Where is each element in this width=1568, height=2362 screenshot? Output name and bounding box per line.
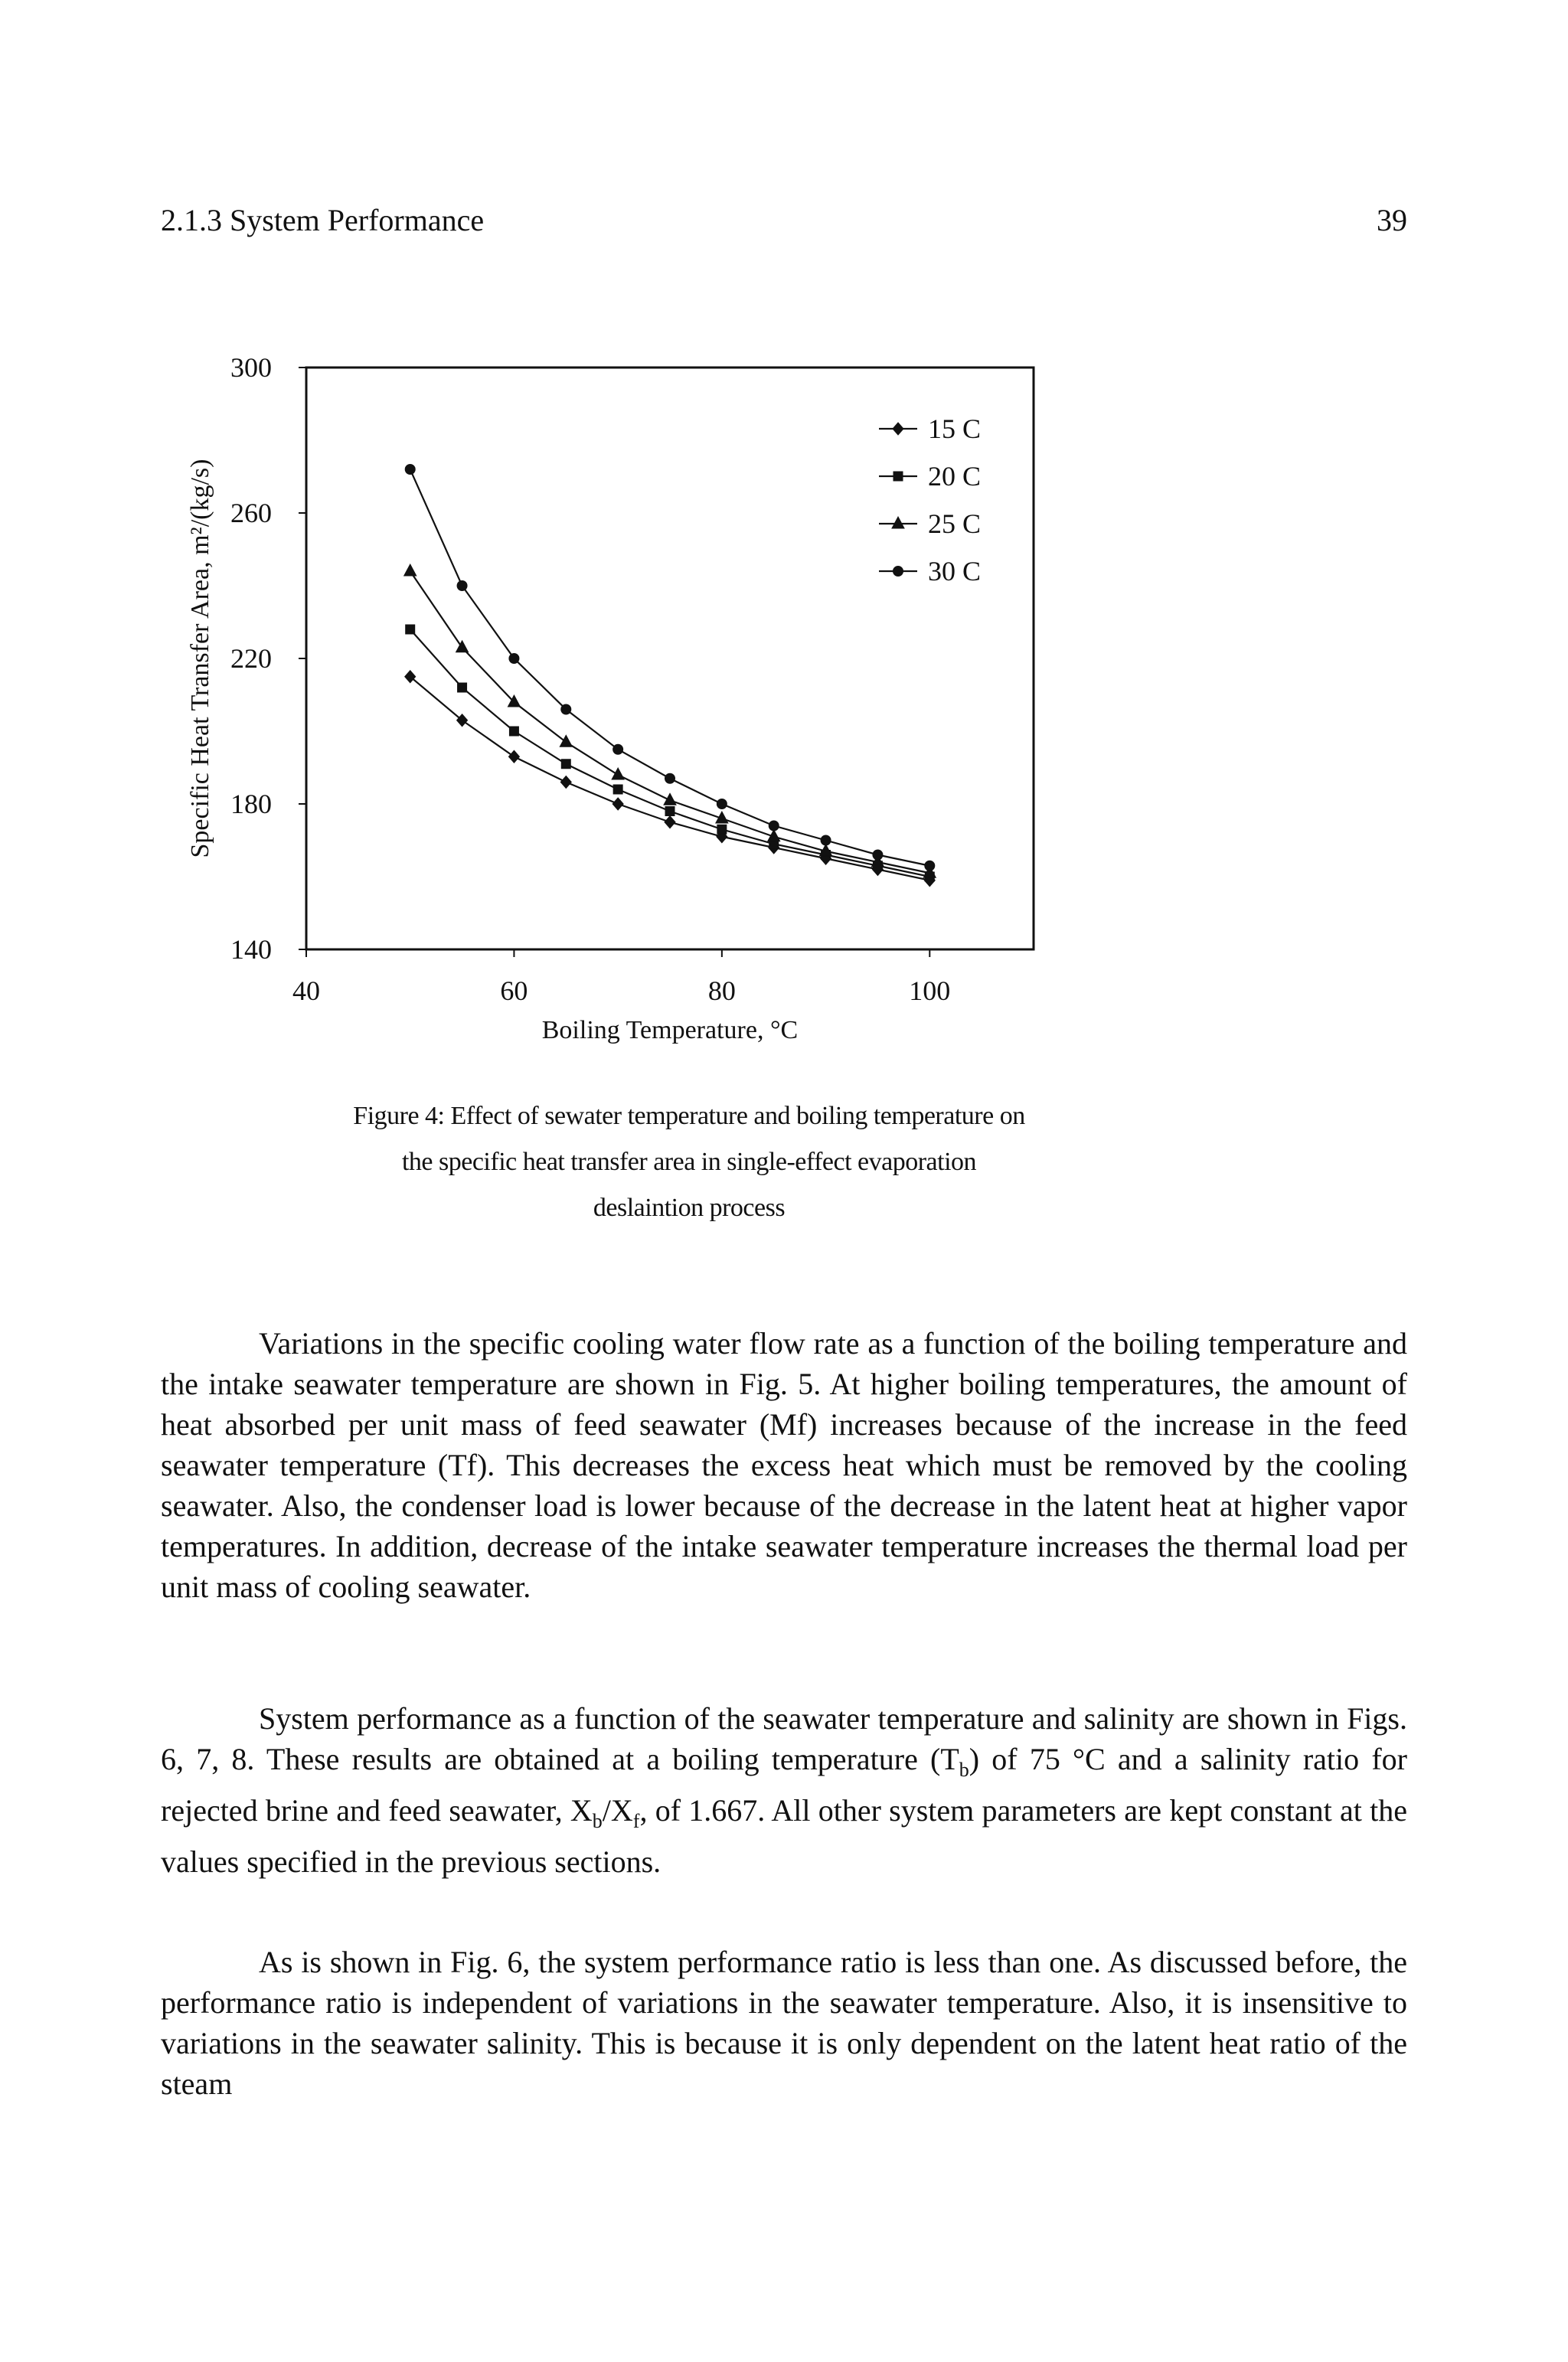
data-point xyxy=(873,850,883,860)
series-20-c xyxy=(406,625,935,881)
data-point xyxy=(665,807,675,816)
legend-entry xyxy=(879,461,981,492)
legend-label: 30 C xyxy=(928,556,982,586)
data-point xyxy=(717,825,727,834)
plot-frame xyxy=(306,368,1034,949)
data-point xyxy=(405,465,415,475)
data-point xyxy=(613,744,623,754)
legend-marker xyxy=(893,472,903,481)
figure-caption: Figure 4: Effect of sewater temperature and boiling temperature on the specific heat transfer area in single-effect evaporation deslaintion process xyxy=(353,1102,1025,1222)
data-point xyxy=(509,727,518,736)
p2-text-a: System performance as a function of the seawater temperature and salinity are shown in Figs. 6, 7, 8. These results are obtained at a boiling temperature (T xyxy=(161,1701,1407,1776)
data-point xyxy=(612,798,623,810)
data-point xyxy=(613,785,622,794)
page-number: 39 xyxy=(1377,203,1407,237)
data-point xyxy=(457,714,468,727)
p2-sub-b2: b xyxy=(592,1810,603,1832)
p2-sub-b: b xyxy=(959,1759,969,1781)
legend-label: 20 C xyxy=(928,461,982,492)
series-line xyxy=(410,629,930,877)
y-tick-label: 180 xyxy=(230,789,272,819)
legend-label: 25 C xyxy=(928,508,982,539)
data-point xyxy=(665,816,675,828)
p2-text-c: ) of 75 °C and a salinity ratio for rejected brine and feed seawater, X xyxy=(161,1742,1407,1828)
axis-ticks xyxy=(230,352,950,1006)
p2-text-g: , of 1.667. All other system parameters are kept constant at the values specified in the previous sections. xyxy=(161,1793,1407,1879)
data-point xyxy=(612,768,624,779)
series-lines xyxy=(404,465,936,887)
x-tick-label: 100 xyxy=(909,975,951,1006)
paragraph-3: As is shown in Fig. 6, the system performance ratio is less than one. As discussed before, the performance ratio is independent of variations in the seawater temperature. Also, it is insensitive to variations in the seawater salinity. This is because it is only dependent on the latent heat ratio of the steam xyxy=(161,1945,1407,2101)
paragraph-1: Variations in the specific cooling water flow rate as a function of the boiling temperature and the intake seawater temperature are shown in Fig. 5. At higher boiling temperatures, the amount of heat absorbed per unit mass of feed seawater (Mf) increases because of the increase in the feed seawater temperature (Tf). This decreases the excess heat which must be removed by the cooling seawater. Also, the condenser load is lower because of the decrease in the latent heat at higher vapor temperatures. In addition, decrease of the intake seawater temperature increases the thermal load per unit mass of cooling seawater. xyxy=(161,1326,1407,1604)
data-point xyxy=(508,750,519,763)
data-point xyxy=(561,760,570,769)
data-point xyxy=(717,799,727,809)
legend-label: 15 C xyxy=(928,413,982,444)
data-point xyxy=(457,581,467,591)
data-point xyxy=(405,671,416,683)
paragraph-2 xyxy=(161,1698,1407,1882)
legend-entry xyxy=(879,508,981,539)
data-point xyxy=(406,625,415,634)
x-tick-label: 60 xyxy=(500,975,528,1006)
legend-marker xyxy=(893,423,903,435)
data-point xyxy=(821,835,831,845)
running-header: 2.1.3 System Performance xyxy=(161,203,485,237)
data-point xyxy=(925,861,935,871)
y-tick-label: 300 xyxy=(230,352,272,383)
data-point xyxy=(458,683,467,692)
data-point xyxy=(769,821,779,831)
y-tick-label: 260 xyxy=(230,498,272,528)
data-point xyxy=(664,793,676,805)
data-point xyxy=(404,564,416,576)
p2-text-e: /X xyxy=(602,1793,633,1828)
data-point xyxy=(509,654,519,664)
data-point xyxy=(560,776,571,789)
legend xyxy=(879,413,981,586)
data-point xyxy=(560,735,572,746)
series-25-c xyxy=(404,564,936,877)
data-point xyxy=(561,704,571,714)
x-tick-label: 40 xyxy=(292,975,320,1006)
y-tick-label: 220 xyxy=(230,643,272,674)
data-point xyxy=(665,773,675,783)
legend-marker xyxy=(892,517,904,528)
legend-entry xyxy=(879,556,981,586)
y-axis-label: Specific Heat Transfer Area, m²/(kg/s) xyxy=(186,459,214,858)
y-tick-label: 140 xyxy=(230,934,272,965)
x-tick-label: 80 xyxy=(707,975,736,1006)
x-axis-label: Boiling Temperature, °C xyxy=(541,1016,799,1044)
legend-entry xyxy=(879,413,981,444)
legend-marker xyxy=(893,567,903,577)
p2-sub-f: f xyxy=(632,1810,640,1832)
